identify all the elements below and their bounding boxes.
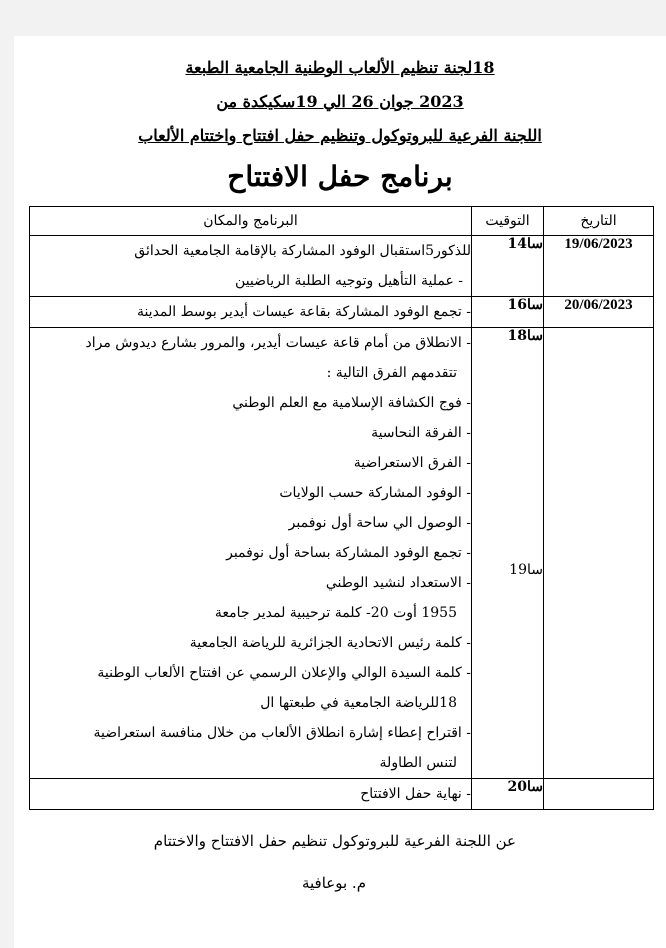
program-line: - اقتراح إعطاء إشارة انطلاق الألعاب من خلال منافسة استعراضية — [93, 725, 471, 741]
program-line: تتقدمهم الفرق التالية : — [326, 365, 457, 381]
footer-committee: عن اللجنة الفرعية للبروتوكول تنظيم حفل الافتتاح والاختتام — [153, 832, 516, 850]
document-page — [14, 36, 666, 948]
row-program — [30, 236, 472, 297]
header-line-2: 2023 جوان 26 الي 19سكيكدة من — [216, 92, 464, 111]
program-line: - عملية التأهيل وتوجيه الطلبة الرياضيين — [235, 273, 463, 289]
time-slot: سا19 — [509, 562, 543, 578]
header-line-1: 18لجنة تنظيم الألعاب الوطنية الجامعية الطبعة — [185, 58, 495, 77]
row-time — [472, 328, 544, 779]
row-date: 19/06/2023 — [544, 236, 654, 297]
header-program: البرنامج والمكان — [30, 207, 472, 236]
program-line: - فوج الكشافة الإسلامية مع العلم الوطني — [232, 395, 471, 411]
header-time: التوقيت — [472, 207, 544, 236]
program-line: - الوفود المشاركة حسب الولايات — [279, 485, 471, 501]
program-line: - الوصول الي ساحة أول نوفمبر — [288, 515, 471, 531]
program-line: - تجمع الوفود المشاركة بقاعة عيسات أيدير بوسط المدينة — [136, 304, 471, 320]
program-line: للذكور5استقبال الوفود المشاركة بالإقامة الجامعية الحدائق — [134, 243, 471, 259]
row-program — [30, 328, 472, 779]
program-line: 1955 أوت 20- كلمة ترحيبية لمدير جامعة — [214, 605, 457, 621]
table-row — [30, 236, 654, 297]
row-time: سا14 — [472, 236, 544, 297]
table-row — [30, 328, 654, 779]
row-program — [30, 779, 472, 810]
program-line: - الاستعداد لنشيد الوطني — [325, 575, 471, 591]
table-row — [30, 297, 654, 328]
row-date: 20/06/2023 — [544, 297, 654, 328]
program-line: - الانطلاق من أمام قاعة عيسات أيدير، والمرور بشارع ديدوش مراد — [85, 335, 471, 351]
table-row — [30, 779, 654, 810]
program-line: - الفرق الاستعراضية — [353, 455, 471, 471]
program-line: 18للرياضة الجامعية في طبعتها ال — [260, 695, 457, 711]
signature: م. بوعافية — [301, 874, 366, 892]
row-time: سا20 — [472, 779, 544, 810]
program-line: - كلمة رئيس الاتحادية الجزائرية للرياضة الجامعية — [189, 635, 471, 651]
program-line: - تجمع الوفود المشاركة بساحة أول نوفمبر — [226, 545, 471, 561]
program-title: برنامج حفل الافتتاح — [227, 160, 453, 193]
table-header-row — [30, 207, 654, 236]
program-line: - نهاية حفل الافتتاح — [360, 786, 471, 802]
program-line: لتنس الطاولة — [379, 755, 457, 771]
row-program — [30, 297, 472, 328]
header-date: التاريخ — [544, 207, 654, 236]
program-table — [29, 206, 654, 810]
header-line-3: اللجنة الفرعية للبروتوكول وتنظيم حفل افتتاح واختتام الألعاب — [138, 126, 542, 145]
row-date — [544, 328, 654, 779]
row-time: سا16 — [472, 297, 544, 328]
program-line: - الفرقة النحاسية — [371, 425, 471, 441]
program-line: - كلمة السيدة الوالي والإعلان الرسمي عن افتتاح الألعاب الوطنية — [97, 665, 471, 681]
row-date — [544, 779, 654, 810]
time-slot: سا18 — [507, 328, 543, 344]
